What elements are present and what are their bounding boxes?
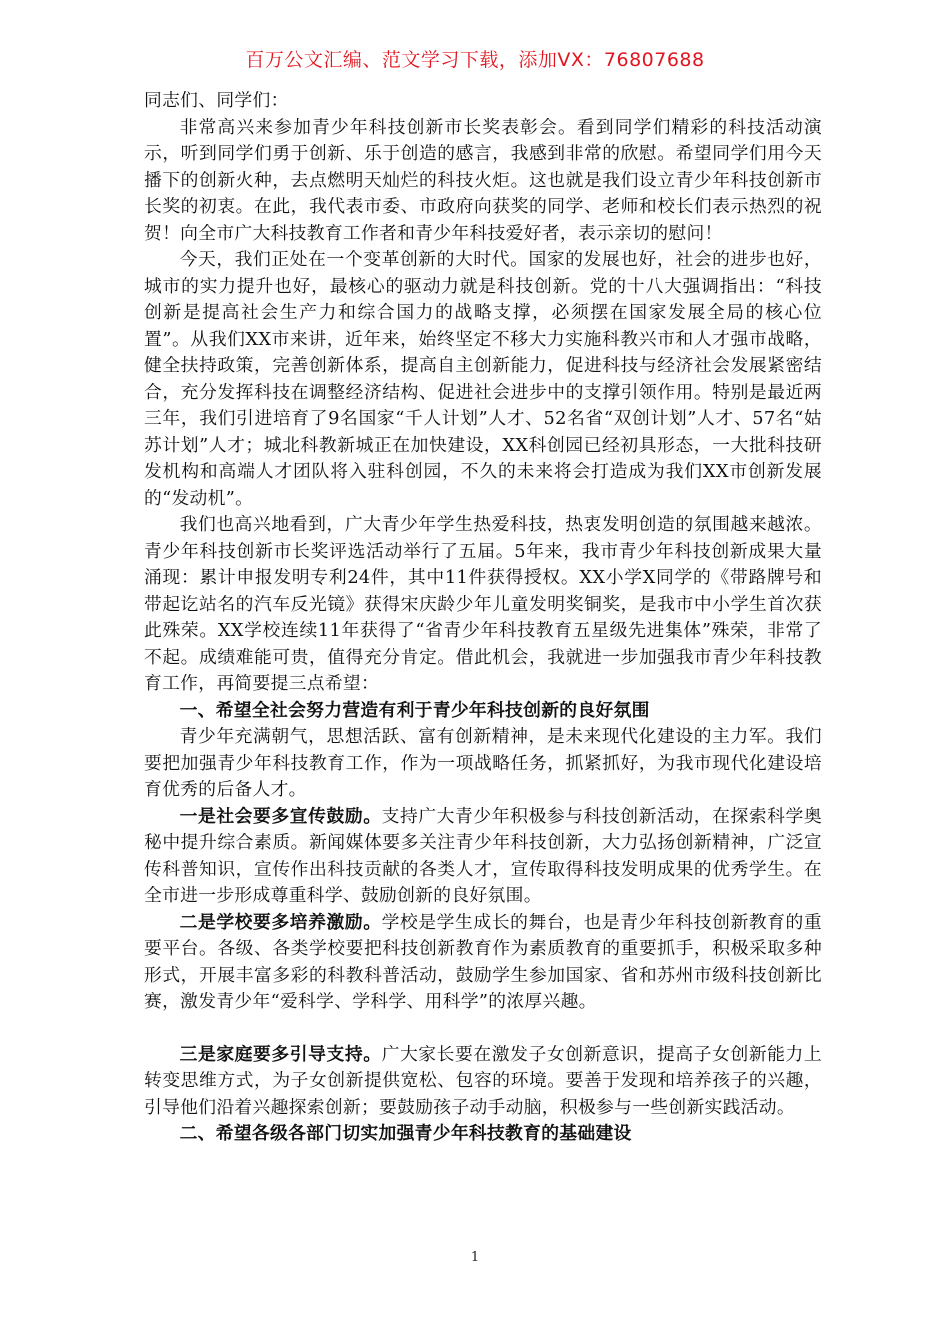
section-heading-1: 一、希望全社会努力营造有利于青少年科技创新的良好氛围 bbox=[179, 699, 650, 721]
paragraph-opening: 非常高兴来参加青少年科技创新市长奖表彰会。看到同学们精彩的科技活动演示，听到同学们勇于创新、乐于创造的感言，我感到非常的欣慰。希望同学们用今天播下的创新火种，去点燃明天灿烂的科技火炬。这也就是我们设立青少年科技创新市长奖的初衷。在此，我代表市委、市政府向获奖的同学、老师和校长们表示热烈的祝贺！向全市广大科技教育工作者和青少年科技爱好者，表示亲切的慰问！ bbox=[144, 116, 822, 244]
header-banner: 百万公文汇编、范文学习下载，添加VX：76807688 bbox=[245, 49, 705, 71]
paragraph-era: 今天，我们正处在一个变革创新的大时代。国家的发展也好，社会的进步也好，城市的实力提升也好，最核心的驱动力就是科技创新。党的十八大强调指出：“科技创新是提高社会生产力和综合国力的战略支撑，必须摆在国家发展全局的核心位置”。从我们XX市来讲，近年来，始终坚定不移大力实施科教兴市和人才强市战略，健全扶持政策，完善创新体系，提高自主创新能力，促进科技与经济社会发展紧密结合，充分发挥科技在调整经济结构、促进社会进步中的支撑引领作用。特别是最近两三年，我们引进培育了9名国家“千人计划”人才、52名省“双创计划”人才、57名“姑苏计划”人才；城北科教新城正在加快建设，XX科创园已经初具形态，一大批科技研发机构和高端人才团队将入驻科创园，不久的未来将会打造成为我们XX市创新发展的“发动机”。 bbox=[144, 249, 822, 509]
lead-society: 一是社会要多宣传鼓励。 bbox=[179, 805, 382, 827]
lead-family: 三是家庭要多引导支持。 bbox=[179, 1043, 382, 1065]
lead-school: 二是学校要多培养激励。 bbox=[179, 911, 382, 933]
body-family: 广大家长要在激发子女创新意识，提高子女创新能力上转变思维方式，为子女创新提供宽松、包容的环境。要善于发现和培养孩子的兴趣，引导他们沿着兴趣探索创新；要鼓励孩子动手动脑，积极参与一些创新实践活动。 bbox=[144, 1043, 822, 1118]
page-number: 1 bbox=[470, 1250, 480, 1265]
paragraph-achievements: 我们也高兴地看到，广大青少年学生热爱科技，热衷发明创造的氛围越来越浓。青少年科技创新市长奖评选活动举行了五届。5年来，我市青少年科技创新成果大量涌现：累计申报发明专利24件，其中11件获得授权。XX小学X同学的《带路牌号和带起讫站名的汽车反光镜》获得宋庆龄少年儿童发明奖铜奖，是我市中小学生首次获此殊荣。XX学校连续11年获得了“省青少年科技教育五星级先进集体”殊荣，非常了不起。成绩难能可贵，值得充分肯定。借此机会，我就进一步加强我市青少年科技教育工作，再简要提三点希望： bbox=[144, 514, 822, 694]
paragraph-family bbox=[144, 1042, 822, 1122]
body-school: 学校是学生成长的舞台，也是青少年科技创新教育的重要平台。各级、各类学校要把科技创新教育作为素质教育的重要抓手，积极采取多种形式，开展丰富多彩的科教科普活动，鼓励学生参加国家、省和苏州市级科技创新比赛，激发青少年“爱科学、学科学、用科学”的浓厚兴趣。 bbox=[144, 911, 822, 1012]
paragraph-society bbox=[144, 804, 822, 910]
document-body bbox=[144, 88, 822, 1148]
paragraph-youth: 青少年充满朝气，思想活跃、富有创新精神，是未来现代化建设的主力军。我们要把加强青少年科技教育工作，作为一项战略任务，抓紧抓好，为我市现代化建设培育优秀的后备人才。 bbox=[144, 726, 822, 800]
body-society: 支持广大青少年积极参与科技创新活动，在探索科学奥秘中提升综合素质。新闻媒体要多关注青少年科技创新，大力弘扬创新精神，广泛宣传科普知识，宣传作出科技贡献的各类人才，宣传取得科技发明成果的优秀学生。在全市进一步形成尊重科学、鼓励创新的良好氛围。 bbox=[144, 805, 822, 906]
paragraph-school bbox=[144, 910, 822, 1016]
salutation: 同志们、同学们： bbox=[144, 90, 289, 111]
section-heading-2: 二、希望各级各部门切实加强青少年科技教育的基础建设 bbox=[179, 1123, 632, 1144]
